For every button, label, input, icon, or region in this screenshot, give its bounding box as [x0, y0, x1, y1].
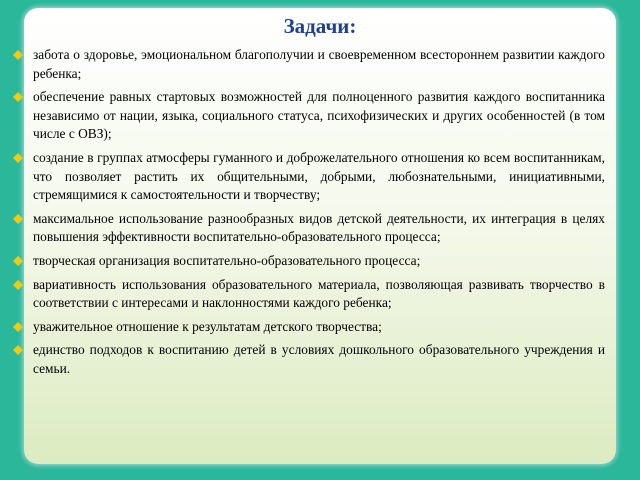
list-item — [33, 210, 605, 247]
list-item-text: вариативность использования образовательного материала, позволяющая развивать творчество в соответствии с интересами и наклонностями каждого ребенка; — [33, 276, 605, 311]
list-item-text: творческая организация воспитательно-образовательного процесса; — [33, 252, 421, 268]
list-item — [33, 252, 605, 271]
list-item-text: уважительное отношение к результатам детского творчества; — [33, 318, 382, 334]
list-item-text: создание в группах атмосферы гуманного и доброжелательного отношения ко всем воспитанникам, что позволяет растить их общительными, добрыми, любознательными, инициативными, стремящимися к самостоятельности и творчеству; — [33, 149, 605, 203]
list-item — [33, 46, 605, 83]
list-item-text: обеспечение равных стартовых возможностей для полноценного развития каждого воспитанника независимо от нации, языка, социального статуса, психофизических и других особенностей (в том числе с ОВЗ); — [33, 89, 605, 142]
task-list — [33, 46, 605, 384]
slide-title: Задачи: — [283, 14, 357, 38]
list-item — [33, 318, 605, 337]
list-item — [33, 341, 605, 378]
list-item — [33, 88, 605, 144]
list-item-text: забота о здоровье, эмоциональном благополучии и своевременном всестороннем развитии каждого ребенка; — [33, 47, 605, 81]
list-item-text: единство подходов к воспитанию детей в условиях дошкольного образовательного учреждения и семьи. — [33, 342, 605, 376]
list-item-text: максимальное использование разнообразных видов детской деятельности, их интеграция в целях повышения эффективности воспитательно-образовательного процесса; — [33, 210, 605, 245]
list-item — [33, 276, 605, 313]
list-item — [33, 149, 605, 205]
